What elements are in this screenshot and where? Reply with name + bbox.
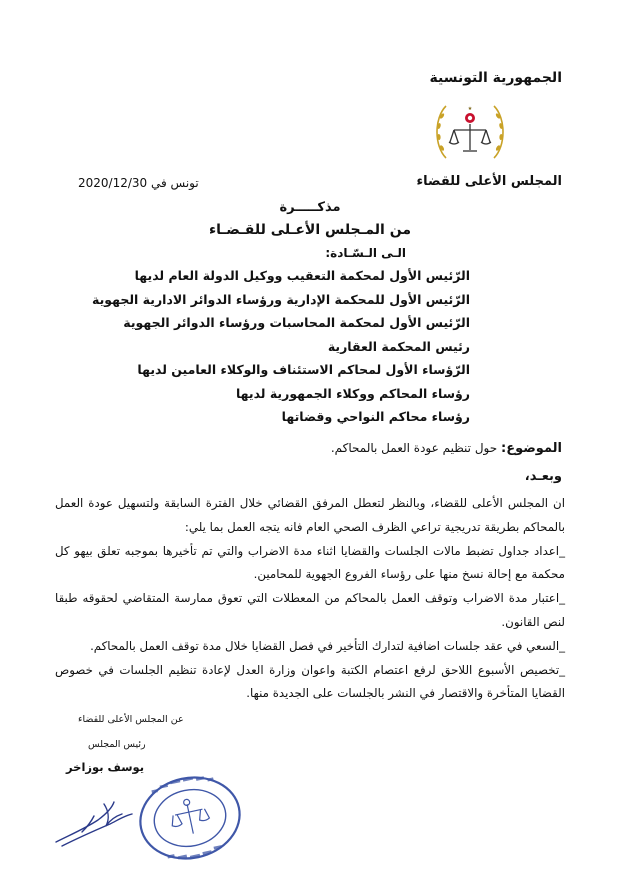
signature-council: عن المجلس الأعلى للقضاء — [78, 714, 184, 725]
recipients-list — [50, 264, 470, 429]
signature-role: رئيس المجلس — [88, 739, 146, 750]
body-paragraph: _اعداد جداول تضبط مالات الجلسات والقضايا اثناء مدة الاضراب والتي تم تأخيرها بموجبه تعلق بيهو كل محكمة مع إحالة نسخ منها على رؤساء الفروع الجهوية للمحامين. — [55, 543, 565, 582]
scales-of-justice-emblem-icon — [428, 90, 512, 174]
body-paragraph: _اعتبار مدة الاضراب وتوقف العمل بالمحاكم من المعطلات التي تعوق ممارسة المتقاضي لحقوقه طبقا لنص القانون. — [55, 591, 565, 629]
greeting: وبعـد، — [524, 469, 562, 484]
memo-title: مذكـــــرة — [279, 200, 341, 215]
body-paragraph: ان المجلس الأعلى للقضاء، وبالنظر لتعطل المرفق القضائي خلال الفترة السابقة ولتسهيل عودة العمل بالمحاكم بطريقة تدريجية تراعي الظرف الصحي العام فانه يتجه العمل بما يلي: — [55, 496, 565, 534]
memo-date: تونس في 2020/12/30 — [78, 176, 199, 190]
handwritten-signature-icon — [52, 790, 142, 850]
body-paragraph: _تخصيص الأسبوع اللاحق لرفع اعتصام الكتبة واعوان وزارة العدل لإعادة تنظيم الجلسات في خصوص القضايا المتأخرة والاقتصار في النشر بالجلسات على الجديدة منها. — [55, 662, 565, 701]
recipient-item: الرّئيس الأول لمحكمة المحاسبات ورؤساء الدوائر الجهوية — [123, 315, 470, 330]
body-paragraph: _السعي في عقد جلسات اضافية لتدارك التأخير في فصل القضايا خلال مدة توقف العمل بالمحاكم. — [90, 638, 565, 653]
subject-label: الموضوع: — [501, 441, 562, 456]
memo-body — [55, 492, 565, 706]
svg-text:★: ★ — [467, 106, 473, 112]
country-name: الجمهورية التونسية — [429, 70, 562, 86]
recipient-item: رؤساء محاكم النواحي وقضاتها — [281, 409, 470, 424]
memo-addressee-intro: الـى الـسّـادة: — [325, 246, 406, 260]
recipient-item: رؤساء المحاكم ووكلاء الجمهورية لديها — [235, 385, 470, 401]
signatory-name: يوسف بوزاخر — [66, 760, 145, 774]
recipient-item: الرّئيس الأول للمحكمة الإدارية ورؤساء الدوائر الادارية الجهوية — [91, 291, 470, 307]
recipient-item: الرّئيس الأول لمحكمة التعقيب ووكيل الدولة العام لديها — [134, 268, 470, 283]
official-stamp-icon — [130, 770, 250, 865]
recipient-item: الرّؤساء الأول لمحاكم الاستئناف والوكلاء العامين لديها — [137, 362, 470, 377]
subject-text: حول تنظيم عودة العمل بالمحاكم. — [330, 441, 498, 455]
memo-sender: من المـجلس الأعـلى للقـضـاء — [209, 222, 411, 238]
recipient-item: رئيس المحكمة العقارية — [327, 338, 470, 354]
subject-line — [331, 441, 562, 456]
council-name: المجلس الأعلى للقضاء — [416, 174, 562, 189]
